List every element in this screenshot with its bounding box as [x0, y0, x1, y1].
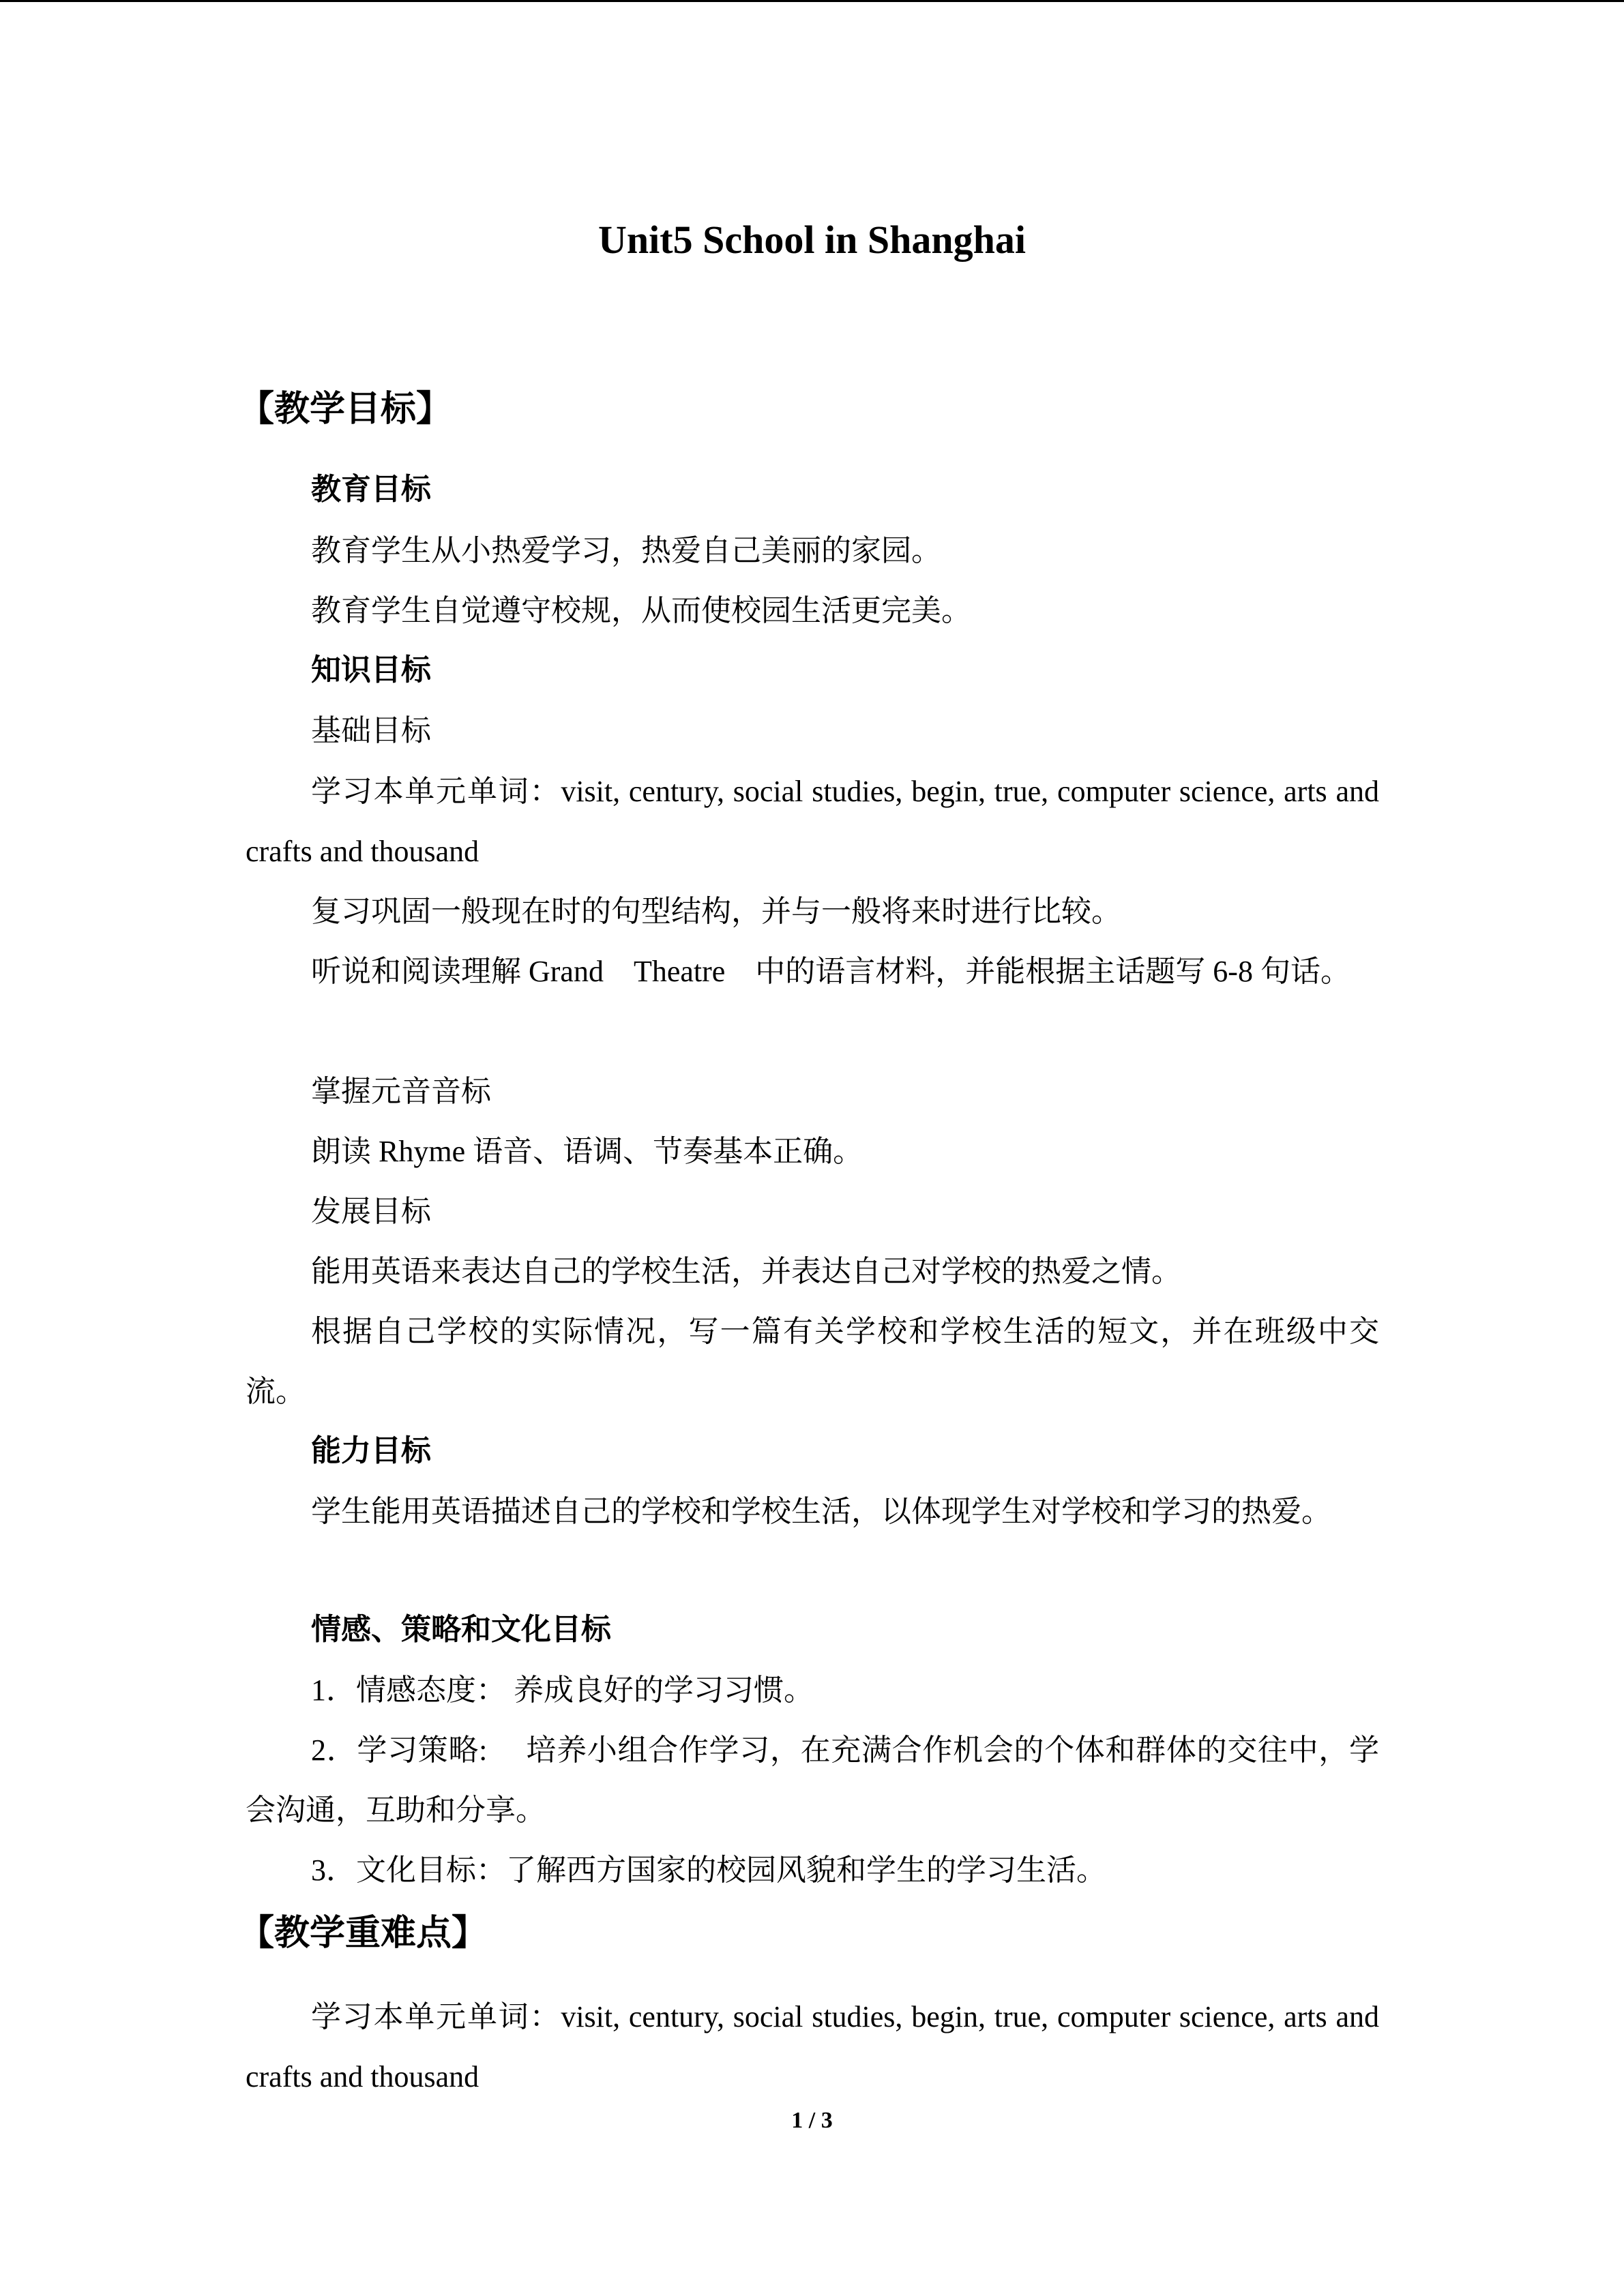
emotion-goal-culture: 3．文化目标：了解西方国家的校园风貌和学生的学习生活。: [311, 1853, 1106, 1887]
key-point-vocabulary: 学习本单元单词：visit, century, social studies, begin, true, computer science, arts and crafts and thousand: [246, 2000, 1379, 2093]
subheading-education-goals: 教育目标: [311, 473, 431, 506]
knowledge-goal-listening-reading: 听说和阅读理解 Grand Theatre 中的语言材料，并能根据主话题写 6-8 句话。: [311, 955, 1350, 988]
knowledge-goal-tense-review: 复习巩固一般现在时的句型结构，并与一般将来时进行比较。: [311, 895, 1121, 928]
subheading-knowledge-goals: 知识目标: [311, 653, 431, 687]
page-number: 1 / 3: [791, 2108, 833, 2133]
education-goal-2: 教育学生自觉遵守校规，从而使校园生活更完美。: [311, 594, 971, 627]
top-border-rule: [0, 0, 1624, 2]
emotion-goal-strategy: 2．学习策略: 培养小组合作学习，在充满合作机会的个体和群体的交往中，学会沟通，互助和分享。: [246, 1733, 1379, 1827]
development-goal-2: 根据自己学校的实际情况，写一篇有关学校和学校生活的短文，并在班级中交流。: [246, 1315, 1379, 1408]
section-heading-key-points: 【教学重难点】: [239, 1914, 488, 1953]
knowledge-goal-rhyme: 朗读 Rhyme 语音、语调、节奏基本正确。: [311, 1135, 863, 1168]
emotion-goal-attitude: 1．情感态度： 养成良好的学习习惯。: [311, 1673, 814, 1707]
knowledge-goal-vowels: 掌握元音音标: [311, 1075, 491, 1108]
subheading-ability-goals: 能力目标: [311, 1434, 431, 1467]
ability-goal-1: 学生能用英语描述自己的学校和学校生活，以体现学生对学校和学习的热爱。: [311, 1495, 1331, 1528]
section-heading-objectives: 【教学目标】: [239, 390, 452, 429]
basic-goals-label: 基础目标: [311, 714, 431, 747]
subheading-emotion-strategy-culture-goals: 情感、策略和文化目标: [311, 1613, 611, 1646]
knowledge-goal-vocabulary: 学习本单元单词：visit, century, social studies, begin, true, computer science, arts and crafts and thousand: [246, 775, 1379, 868]
development-goal-1: 能用英语来表达自己的学校生活，并表达自己对学校的热爱之情。: [311, 1255, 1181, 1288]
education-goal-1: 教育学生从小热爱学习，热爱自己美丽的家园。: [311, 534, 941, 567]
development-goals-label: 发展目标: [311, 1195, 431, 1228]
document-title: Unit5 School in Shanghai: [598, 218, 1026, 262]
